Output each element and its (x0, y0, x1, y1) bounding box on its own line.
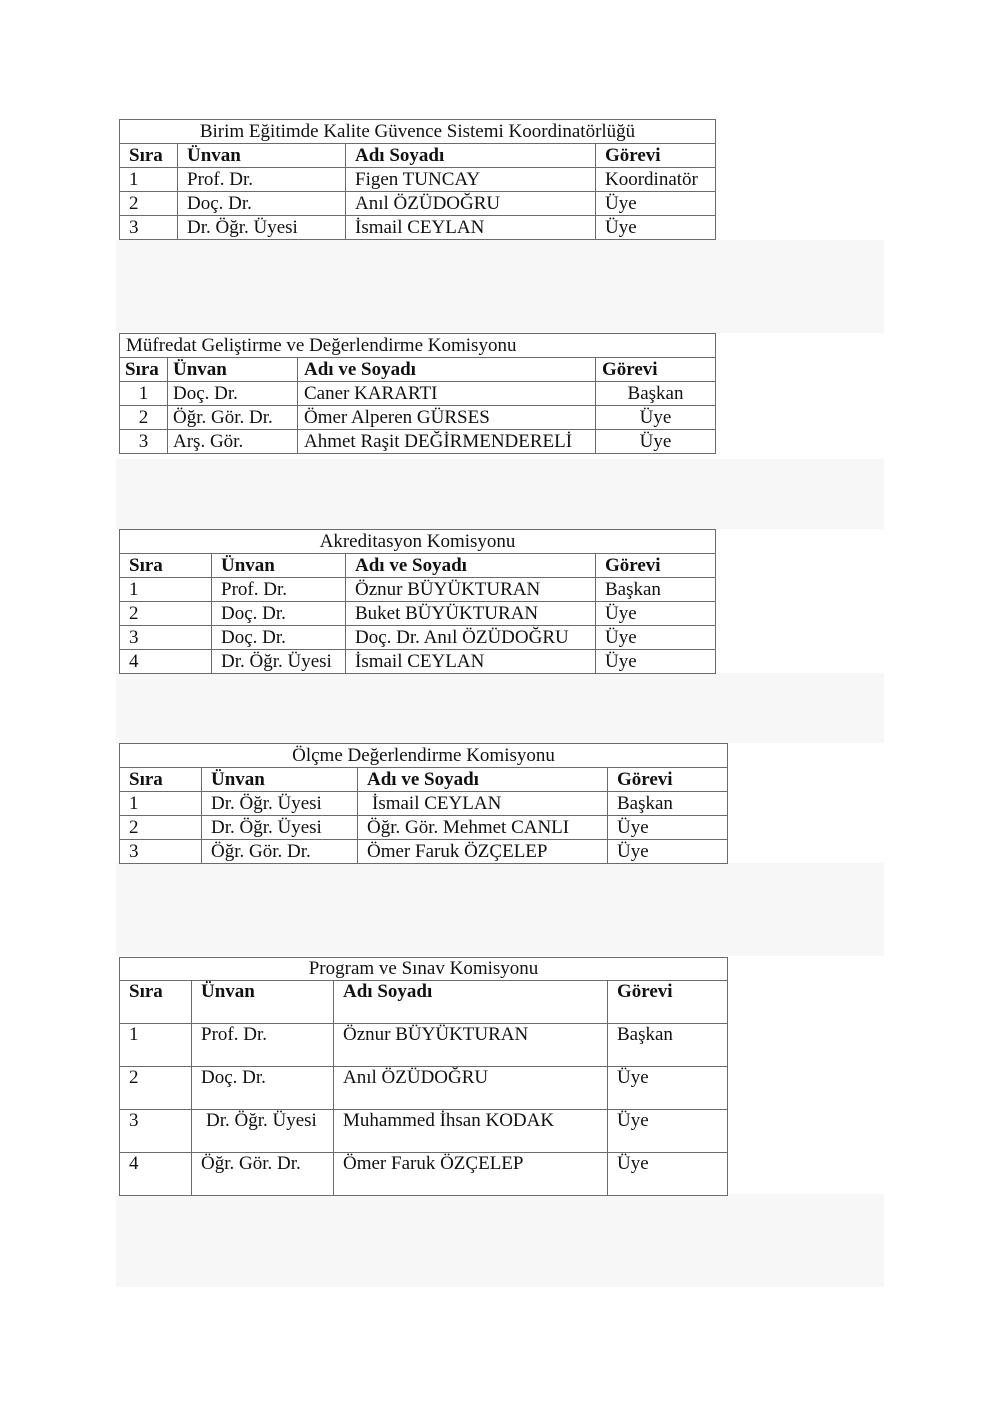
cell-unvan: Doç. Dr. (168, 382, 298, 406)
cell-gorev: Üye (596, 192, 716, 216)
header-unvan: Ünvan (212, 554, 346, 578)
table-title-row (120, 744, 728, 768)
header-sira: Sıra (120, 768, 202, 792)
header-unvan: Ünvan (168, 358, 298, 382)
table-row (120, 578, 716, 602)
cell-sira: 1 (120, 792, 202, 816)
cell-unvan: Doç. Dr. (212, 626, 346, 650)
cell-name: Ömer Faruk ÖZÇELEP (334, 1153, 608, 1196)
table-row (120, 840, 728, 864)
table-header-row (120, 358, 716, 382)
cell-sira: 1 (120, 382, 168, 406)
cell-name: İsmail CEYLAN (346, 216, 596, 240)
cell-unvan: Dr. Öğr. Üyesi (202, 792, 358, 816)
cell-unvan: Öğr. Gör. Dr. (192, 1153, 334, 1196)
cell-unvan: Doç. Dr. (192, 1067, 334, 1110)
header-unvan: Ünvan (192, 981, 334, 1024)
cell-gorev: Üye (596, 406, 716, 430)
kalite-guvence-table (119, 119, 716, 240)
cell-name: Muhammed İhsan KODAK (334, 1110, 608, 1153)
header-unvan: Ünvan (202, 768, 358, 792)
cell-gorev: Başkan (596, 382, 716, 406)
cell-gorev: Üye (608, 840, 728, 864)
header-gorevi: Görevi (596, 358, 716, 382)
cell-name: Öznur BÜYÜKTURAN (334, 1024, 608, 1067)
table-header-row (120, 144, 716, 168)
cell-name: Anıl ÖZÜDOĞRU (334, 1067, 608, 1110)
cell-sira: 3 (120, 216, 178, 240)
cell-sira: 3 (120, 840, 202, 864)
table-row (120, 650, 716, 674)
cell-gorev: Üye (596, 430, 716, 454)
cell-sira: 2 (120, 192, 178, 216)
cell-sira: 3 (120, 626, 212, 650)
cell-gorev: Başkan (608, 1024, 728, 1067)
table-title-row (120, 120, 716, 144)
cell-sira: 3 (120, 1110, 192, 1153)
table-title: Müfredat Geliştirme ve Değerlendirme Komisyonu (120, 334, 716, 358)
cell-unvan: Arş. Gör. (168, 430, 298, 454)
spacer-band (116, 459, 884, 529)
table-title: Birim Eğitimde Kalite Güvence Sistemi Koordinatörlüğü (120, 120, 716, 144)
cell-unvan: Prof. Dr. (192, 1024, 334, 1067)
table-title: Program ve Sınav Komisyonu (120, 958, 728, 981)
header-unvan: Ünvan (178, 144, 346, 168)
table-row (120, 1110, 728, 1153)
cell-unvan: Dr. Öğr. Üyesi (192, 1110, 334, 1153)
table-row (120, 1153, 728, 1196)
cell-sira: 4 (120, 650, 212, 674)
header-sira: Sıra (120, 981, 192, 1024)
table-row (120, 216, 716, 240)
table-row (120, 192, 716, 216)
cell-gorev: Üye (596, 602, 716, 626)
cell-gorev: Üye (608, 1110, 728, 1153)
cell-unvan: Prof. Dr. (212, 578, 346, 602)
cell-sira: 1 (120, 168, 178, 192)
cell-unvan: Dr. Öğr. Üyesi (178, 216, 346, 240)
header-gorevi: Görevi (608, 768, 728, 792)
table-row (120, 1067, 728, 1110)
cell-name: Ömer Faruk ÖZÇELEP (358, 840, 608, 864)
cell-sira: 1 (120, 1024, 192, 1067)
header-gorevi: Görevi (596, 144, 716, 168)
table-title: Ölçme Değerlendirme Komisyonu (120, 744, 728, 768)
cell-name: Öğr. Gör. Mehmet CANLI (358, 816, 608, 840)
program-sinav-table (119, 957, 728, 1196)
cell-gorev: Koordinatör (596, 168, 716, 192)
table-row (120, 406, 716, 430)
table-row (120, 1024, 728, 1067)
header-adi-soyadi: Adı ve Soyadı (346, 554, 596, 578)
cell-name: Figen TUNCAY (346, 168, 596, 192)
cell-name: İsmail CEYLAN (346, 650, 596, 674)
cell-name: Ahmet Raşit DEĞİRMENDERELİ (298, 430, 596, 454)
cell-unvan: Dr. Öğr. Üyesi (202, 816, 358, 840)
table-title: Akreditasyon Komisyonu (120, 530, 716, 554)
cell-sira: 1 (120, 578, 212, 602)
table-title-row (120, 334, 716, 358)
cell-unvan: Öğr. Gör. Dr. (202, 840, 358, 864)
table-header-row (120, 554, 716, 578)
header-sira: Sıra (120, 358, 168, 382)
cell-name: Doç. Dr. Anıl ÖZÜDOĞRU (346, 626, 596, 650)
table-title-row (120, 530, 716, 554)
cell-unvan: Doç. Dr. (212, 602, 346, 626)
table-row (120, 816, 728, 840)
cell-gorev: Üye (608, 1067, 728, 1110)
table-header-row (120, 981, 728, 1024)
header-adi-soyadi: Adı ve Soyadı (298, 358, 596, 382)
cell-unvan: Öğr. Gör. Dr. (168, 406, 298, 430)
cell-gorev: Üye (608, 816, 728, 840)
spacer-band (116, 863, 884, 956)
spacer-band (116, 1194, 884, 1287)
akreditasyon-table (119, 529, 716, 674)
cell-name: Buket BÜYÜKTURAN (346, 602, 596, 626)
header-gorevi: Görevi (608, 981, 728, 1024)
olcme-degerlendirme-table (119, 743, 728, 864)
cell-gorev: Üye (596, 216, 716, 240)
cell-name: Öznur BÜYÜKTURAN (346, 578, 596, 602)
spacer-band (116, 240, 884, 333)
cell-unvan: Doç. Dr. (178, 192, 346, 216)
table-row (120, 626, 716, 650)
mufredat-table (119, 333, 716, 454)
cell-sira: 2 (120, 406, 168, 430)
cell-sira: 4 (120, 1153, 192, 1196)
header-adi-soyadi: Adı Soyadı (346, 144, 596, 168)
cell-gorev: Başkan (596, 578, 716, 602)
table-row (120, 168, 716, 192)
cell-unvan: Prof. Dr. (178, 168, 346, 192)
table-header-row (120, 768, 728, 792)
cell-sira: 2 (120, 816, 202, 840)
cell-name: Ömer Alperen GÜRSES (298, 406, 596, 430)
cell-sira: 2 (120, 602, 212, 626)
cell-name: Anıl ÖZÜDOĞRU (346, 192, 596, 216)
header-adi-soyadi: Adı ve Soyadı (358, 768, 608, 792)
header-adi-soyadi: Adı Soyadı (334, 981, 608, 1024)
cell-name: Caner KARARTI (298, 382, 596, 406)
header-sira: Sıra (120, 554, 212, 578)
table-row (120, 602, 716, 626)
header-gorevi: Görevi (596, 554, 716, 578)
cell-unvan: Dr. Öğr. Üyesi (212, 650, 346, 674)
cell-sira: 2 (120, 1067, 192, 1110)
cell-name: İsmail CEYLAN (358, 792, 608, 816)
cell-gorev: Üye (608, 1153, 728, 1196)
cell-sira: 3 (120, 430, 168, 454)
table-row (120, 792, 728, 816)
table-row (120, 382, 716, 406)
table-row (120, 430, 716, 454)
cell-gorev: Üye (596, 650, 716, 674)
spacer-band (116, 673, 884, 743)
header-sira: Sıra (120, 144, 178, 168)
cell-gorev: Üye (596, 626, 716, 650)
table-title-row (120, 958, 728, 981)
cell-gorev: Başkan (608, 792, 728, 816)
